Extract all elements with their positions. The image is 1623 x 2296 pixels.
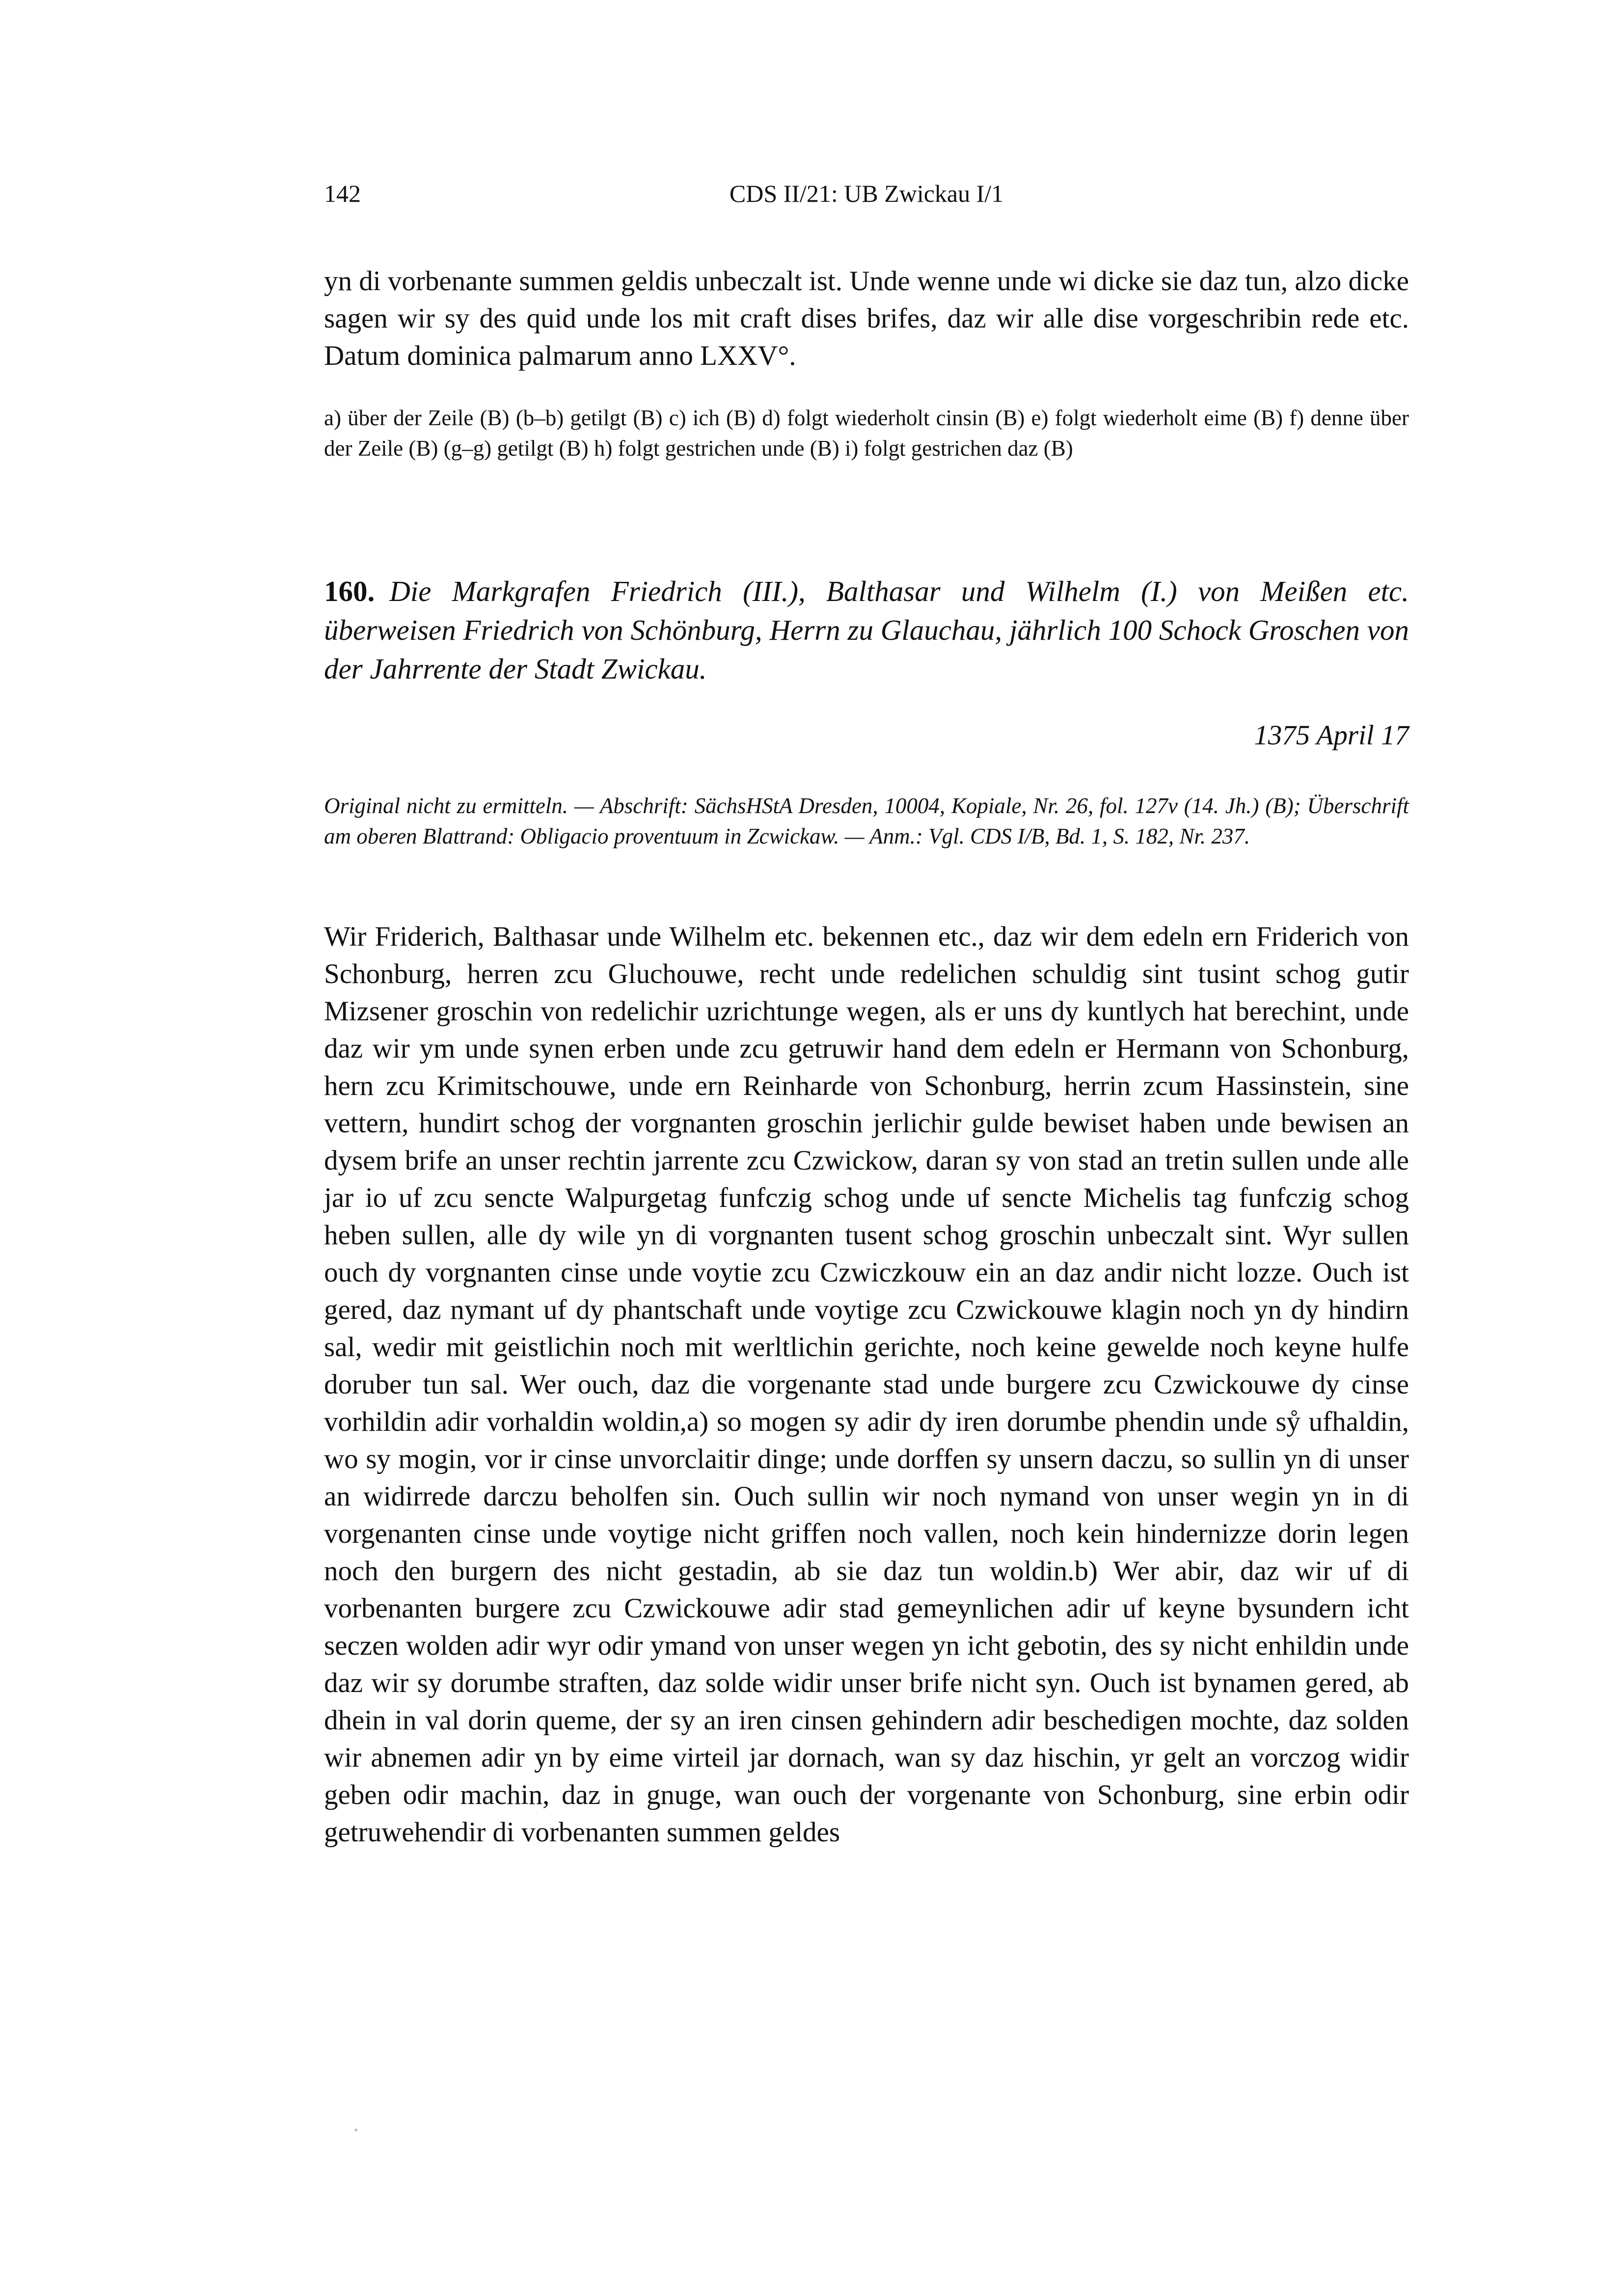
running-title: CDS II/21: UB Zwickau I/1: [729, 180, 1004, 207]
document-heading: [324, 572, 1409, 688]
document-provenance: [324, 791, 1409, 851]
document-date: 1375 April 17: [1254, 720, 1409, 751]
provenance-text: Original nicht zu ermitteln. — Abschrift: SächsHStA Dresden, 10004, Kopiale, Nr. 26, fol. 127v (14. Jh.) (B); Überschrift am oberen Blattrand: Obligacio proventuum in Zcwickaw. — Anm.: Vgl. CDS I/B, Bd. 1, S. 182, Nr. 237.: [324, 793, 1409, 848]
document-summary: Die Markgrafen Friedrich (III.), Balthasar und Wilhelm (I.) von Meißen etc. überweisen Friedrich von Schönburg, Herrn zu Glauchau, jährlich 100 Schock Groschen von der Jahrrente der Stadt Zwickau.: [324, 575, 1409, 685]
page-number: 142: [324, 180, 361, 207]
footnote-apparatus: [324, 403, 1409, 464]
page-header: [324, 179, 1409, 219]
document-number: 160.: [324, 575, 375, 607]
continuation-text-block: [324, 263, 1409, 375]
document-summary-paragraph: [324, 572, 1409, 688]
main-text-paragraph: Wir Friderich, Balthasar unde Wilhelm etc. bekennen etc., daz wir dem edeln ern Friderich von Schonburg, herren zcu Gluchouwe, recht unde redelichen schuldig sint tusint schog gutir Mizsener groschin von redelichir uzrichtunge wegen, als er uns dy kuntlych hat berechint, unde daz wir ym unde synen erben unde zcu getruwir hand dem edeln er Hermann von Schonburg, hern zcu Krimitschouwe, unde ern Reinharde von Schonburg, herrin zcum Hassinstein, sine vettern, hundirt schog der vorgnanten groschin jerlichir gulde bewiset haben unde bewisen an dysem brife an unser rechtin jarrente zcu Czwickow, daran sy von stad an tretin sullen unde alle jar io uf zcu sencte Walpurgetag funfczig schog unde uf sencte Michelis tag funfczig schog heben sullen, alle dy wile yn di vorgnanten tusent schog groschin unbeczalt sint. Wyr sullen ouch dy vorgnanten cinse unde voytie zcu Czwiczkouw ein an daz andir nicht lozze. Ouch ist gered, daz nymant uf dy phantschaft unde voytige zcu Czwickouwe klagin noch yn dy hindirn sal, wedir mit geistlichin noch mit werltlichin gerichte, noch keine gewelde noch keyne hulfe doruber tun sal. Wer ouch, daz die vorgenante stad unde burgere zcu Czwickouwe dy cinse vorhildin adir vorhaldin woldin,a) so mogen sy adir dy iren dorumbe phendin unde sẙ ufhaldin, wo sy mogin, vor ir cinse unvorclaitir dinge; unde dorffen sy unsern daczu, so sullin yn di unser an widirrede darczu beholfen sin. Ouch sullin wir noch nymand von unser wegin yn in di vorgenanten cinse unde voytige nicht griffen noch vallen, noch kein hindernizze dorin legen noch den burgern des nicht gestadin, ab sie daz tun woldin.b) Wer abir, daz wir uf di vorbenanten burgere zcu Czwickouwe adir stad gemeynlichen adir uf keyne bysundern icht seczen wolden adir wyr odir ymand von unser wegen yn icht gebotin, des sy nicht enhildin unde daz wir sy dorumbe straften, daz solde widir unser brife nicht syn. Ouch ist bynamen gered, ab dhein in val dorin queme, der sy an iren cinsen gehindern adir beschedigen mochte, daz solden wir abnemen adir yn by eime virteil jar dornach, wan sy daz hischin, yr gelt an vorczog widir geben odir machin, daz in gnuge, wan ouch der vorgenante von Schonburg, sine erbin odir getruwehendir di vorbenanten summen geldes: [324, 921, 1409, 1848]
document-main-text: [324, 918, 1409, 1851]
footnote-text: a) über der Zeile (B) (b–b) getilgt (B) c) ich (B) d) folgt wiederholt cinsin (B) e) folgt wiederholt eime (B) f) denne über der Zeile (B) (g–g) getilgt (B) h) folgt gestrichen unde (B) i) folgt gestrichen daz (B): [324, 406, 1409, 461]
continuation-paragraph: yn di vorbenante summen geldis unbeczalt ist. Unde wenne unde wi dicke sie daz tun, alzo dicke sagen wir sy des quid unde los mit craft dises brifes, daz wir alle dise vorgeschribin rede etc. Datum dominica palmarum anno LXXV°.: [324, 266, 1409, 371]
scan-speck: [354, 2129, 357, 2132]
